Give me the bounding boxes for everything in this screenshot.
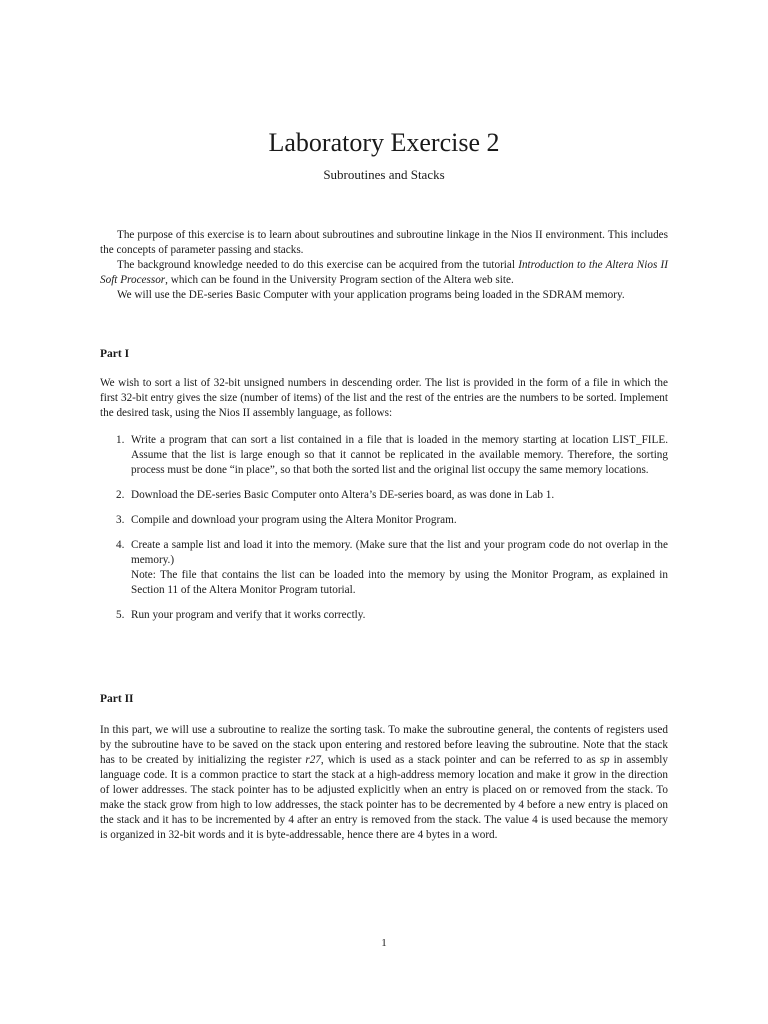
step-text: Write a program that can sort a list contained in a file that is loaded in the memory starting at location LIST_FILE. Assume that the list is large enough so that it cannot be replicated in the available memory. Therefore, the sorting process must be done “in place”, so that both the sorted list and the original list occupy the same memory locations. <box>131 434 668 476</box>
list-item <box>100 513 668 528</box>
register-name: r27 <box>305 754 321 766</box>
part2-heading: Part II <box>100 693 134 705</box>
part1-heading: Part I <box>100 348 130 360</box>
intro-p2-text-2: , which can be found in the University Program section of the Altera web site. <box>165 274 514 286</box>
step-note: Note: The file that contains the list can be loaded into the memory by using the Monitor Program, as explained in Section 11 of the Altera Monitor Program tutorial. <box>131 569 668 596</box>
part1-steps-list <box>100 433 668 633</box>
part2-text-3: in assembly language code. It is a common practice to start the stack at a high-address memory location and make it grow in the direction of lower addresses. The stack pointer has to be adjusted explicitly when an entry is placed on or removed from the stack. To make the stack grow from high to low addresses, the stack pointer has to be decremented by 4 before a new entry is placed on the stack and it has to be incremented by 4 after an entry is removed from the stack. The value 4 is used because the memory is organized in 32-bit words and it is byte-addressable, hence there are 4 bytes in a word. <box>100 754 669 841</box>
page-number: 1 <box>381 937 387 949</box>
step-text: Create a sample list and load it into the memory. (Make sure that the list and your program code do not overlap in the memory.) <box>131 539 668 566</box>
intro-section <box>100 228 668 303</box>
part2-text-1: In this part, we will use a subroutine to realize the sorting task. To make the subroutine general, the contents of registers used by the subroutine have to be saved on the stack upon entering and restored before leaving the subroutine. Note that the stack has to be created by initializing the register <box>100 724 668 766</box>
stack-pointer-name: sp <box>599 754 610 766</box>
intro-paragraph-3: We will use the DE-series Basic Computer with your application programs being loaded in the SDRAM memory. <box>117 289 625 301</box>
step-text: Compile and download your program using the Altera Monitor Program. <box>131 514 457 526</box>
list-item <box>100 433 668 478</box>
document-page <box>100 0 668 1024</box>
step-text: Run your program and verify that it works correctly. <box>131 609 366 621</box>
intro-p2-text-1: The background knowledge needed to do this exercise can be acquired from the tutorial <box>117 259 519 271</box>
intro-paragraph-1: The purpose of this exercise is to learn about subroutines and subroutine linkage in the Nios II environment. This includes the concepts of parameter passing and stacks. <box>100 229 668 256</box>
list-item <box>100 608 668 623</box>
step-text: Download the DE-series Basic Computer onto Altera’s DE-series board, as was done in Lab 1. <box>131 489 555 501</box>
page-title: Laboratory Exercise 2 <box>268 128 500 157</box>
part2-text-2: , which is used as a stack pointer and can be referred to as <box>320 754 600 766</box>
step-number: 2. <box>116 489 125 501</box>
intro-paragraph-2 <box>100 258 668 288</box>
list-item <box>100 488 668 503</box>
page-subtitle: Subroutines and Stacks <box>323 167 445 182</box>
step-number: 1. <box>116 434 125 446</box>
step-number: 3. <box>116 514 125 526</box>
step-number: 5. <box>116 609 125 621</box>
tutorial-title: Introduction to the Altera Nios II Soft Processor <box>100 259 668 286</box>
part2-paragraph <box>100 723 668 843</box>
list-item <box>100 538 668 598</box>
part1-paragraph: We wish to sort a list of 32-bit unsigned numbers in descending order. The list is provided in the form of a file in which the first 32-bit entry gives the size (number of items) of the list and the rest of the entries are the numbers to be sorted. Implement the desired task, using the Nios II assembly language, as follows: <box>100 377 668 419</box>
step-number: 4. <box>116 539 125 551</box>
